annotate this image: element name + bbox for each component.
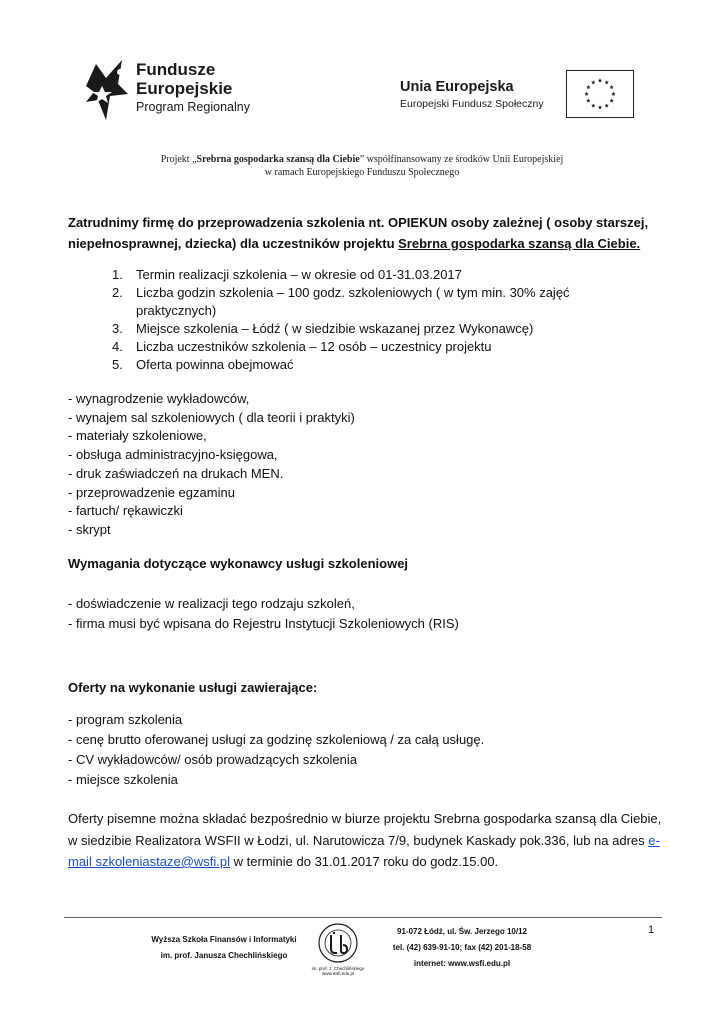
- list-text: Oferta powinna obejmować: [136, 357, 294, 372]
- list-number: 1.: [112, 267, 123, 282]
- list-text: Termin realizacji szkolenia – w okresie od 01-31.03.2017: [136, 267, 462, 282]
- list-text: Liczba uczestników szkolenia – 12 osób – uczestnicy projektu: [136, 339, 492, 354]
- fundusze-europejskie-logo: [84, 58, 254, 122]
- fe-star-icon: [84, 58, 130, 122]
- ue-logo-text: [400, 78, 544, 112]
- eu-star-icon: [609, 85, 613, 89]
- footer-address: [372, 924, 552, 972]
- list-text: Liczba godzin szkolenia – 100 godz. szkoleniowych ( w tym min. 30% zajęć praktycznych): [136, 285, 570, 318]
- footer-divider: [64, 917, 662, 918]
- eu-star-icon: [586, 98, 590, 102]
- title-project-name: Srebrna gospodarka szansą dla Ciebie.: [398, 236, 641, 251]
- ue-logo-line1: Unia Europejska: [400, 79, 514, 95]
- footer-university-name: [136, 932, 312, 964]
- list-item: [112, 320, 612, 338]
- eu-flag-icon: [566, 70, 634, 118]
- eu-star-icon: [611, 92, 615, 96]
- eu-star-icon: [598, 78, 602, 82]
- project-line-prefix: Projekt „: [160, 154, 197, 165]
- eu-star-icon: [609, 98, 613, 102]
- submission-paragraph: [68, 808, 668, 873]
- eu-star-icon: [605, 80, 609, 84]
- list-item: - program szkolenia: [68, 712, 183, 727]
- list-item: - druk zaświadczeń na drukach MEN.: [68, 465, 284, 481]
- list-item: - cenę brutto oferowanej usługi za godzinę szkoleniową / za całą usługę.: [68, 732, 485, 747]
- fe-logo-line2: Europejskie: [136, 79, 233, 98]
- fe-logo-line3: Program Regionalny: [136, 100, 250, 114]
- offers-contents-list: [68, 710, 484, 790]
- uni-line2: im. prof. Janusza Chechlińskiego: [160, 951, 288, 960]
- seal-caption: [304, 966, 372, 976]
- list-item: [112, 284, 612, 320]
- project-line-name: Srebrna gospodarka szansą dla Ciebie: [196, 154, 360, 165]
- eu-star-icon: [586, 85, 590, 89]
- fe-logo-line1: Fundusze: [136, 60, 216, 79]
- addr-line1: 91-072 Łódź, ul. Św. Jerzego 10/12: [397, 927, 527, 936]
- list-item: - materiały szkoleniowe,: [68, 428, 207, 444]
- list-item: - firma musi być wpisana do Rejestru Instytucji Szkoleniowych (RIS): [68, 616, 459, 631]
- requirements-list: [68, 594, 459, 634]
- offer-includes-list: [68, 390, 355, 540]
- eu-star-icon: [605, 103, 609, 107]
- eu-star-icon: [591, 80, 595, 84]
- list-item: - CV wykładowców/ osób prowadzących szkolenia: [68, 752, 358, 767]
- page-number: 1: [648, 924, 655, 936]
- project-line-suffix: ” współfinansowany ze środków Unii Europejskiej: [359, 154, 564, 165]
- list-item: - wynagrodzenie wykładowców,: [68, 391, 250, 406]
- list-item: - skrypt: [68, 521, 111, 537]
- addr-line2: tel. (42) 639-91-10; fax (42) 201-18-58: [392, 943, 532, 952]
- seal-line1: im. prof. J. Chechlińskiego: [311, 966, 365, 971]
- list-item: - obsługa administracyjno-księgowa,: [68, 447, 278, 463]
- list-number: 3.: [112, 321, 123, 336]
- list-item: [112, 356, 612, 374]
- seal-line2: www.wsfi.edu.pl: [321, 971, 354, 976]
- list-item: - miejsce szkolenia: [68, 772, 178, 787]
- list-item: [112, 338, 612, 356]
- document-title: [68, 212, 668, 254]
- list-number: 2.: [112, 285, 123, 300]
- ue-logo-line2: Europejski Fundusz Społeczny: [400, 98, 544, 110]
- list-item: - przeprowadzenie egzaminu: [68, 484, 235, 500]
- eu-star-icon: [591, 103, 595, 107]
- project-line-2: w ramach Europejskiego Funduszu Społecznego: [264, 167, 460, 178]
- list-number: 5.: [112, 357, 123, 372]
- list-item: - doświadczenie w realizacji tego rodzaju szkoleń,: [68, 596, 355, 611]
- eu-star-icon: [598, 105, 602, 109]
- offers-heading: Oferty na wykonanie usługi zawierające:: [68, 680, 318, 695]
- list-item: - fartuch/ rękawiczki: [68, 503, 183, 519]
- list-number: 4.: [112, 339, 123, 354]
- eu-star-icon: [584, 92, 588, 96]
- list-item: - wynajem sal szkoleniowych ( dla teorii i praktyki): [68, 409, 355, 425]
- uni-line1: Wyższa Szkoła Finansów i Informatyki: [151, 935, 297, 944]
- project-cofinancing-line: [60, 153, 664, 179]
- title-text: Zatrudnimy firmę do przeprowadzenia szkolenia nt. OPIEKUN osoby zależnej ( osoby starszej, niepełnosprawnej, dziecka) dla uczestników projektu: [68, 215, 649, 251]
- list-item: [112, 266, 612, 284]
- numbered-list: [112, 266, 612, 374]
- submission-text-1: Oferty pisemne można składać bezpośrednio w biurze projektu Srebrna gospodarka szansą dla Ciebie, w siedzibie Realizatora WSFII w Łodzi, ul. Narutowicza 7/9, budynek Kaskady pok.336, lub na adres: [68, 811, 662, 848]
- submission-text-2: w terminie do 31.01.2017 roku do godz.15.00.: [230, 854, 499, 869]
- requirements-heading: Wymagania dotyczące wykonawcy usługi szkoleniowej: [68, 556, 409, 571]
- email-link[interactable]: e-mail szkoleniastaze@wsfi.pl: [68, 832, 660, 869]
- addr-line3: internet: www.wsfi.edu.pl: [413, 959, 511, 968]
- list-text: Miejsce szkolenia – Łódź ( w siedzibie wskazanej przez Wykonawcę): [136, 321, 534, 336]
